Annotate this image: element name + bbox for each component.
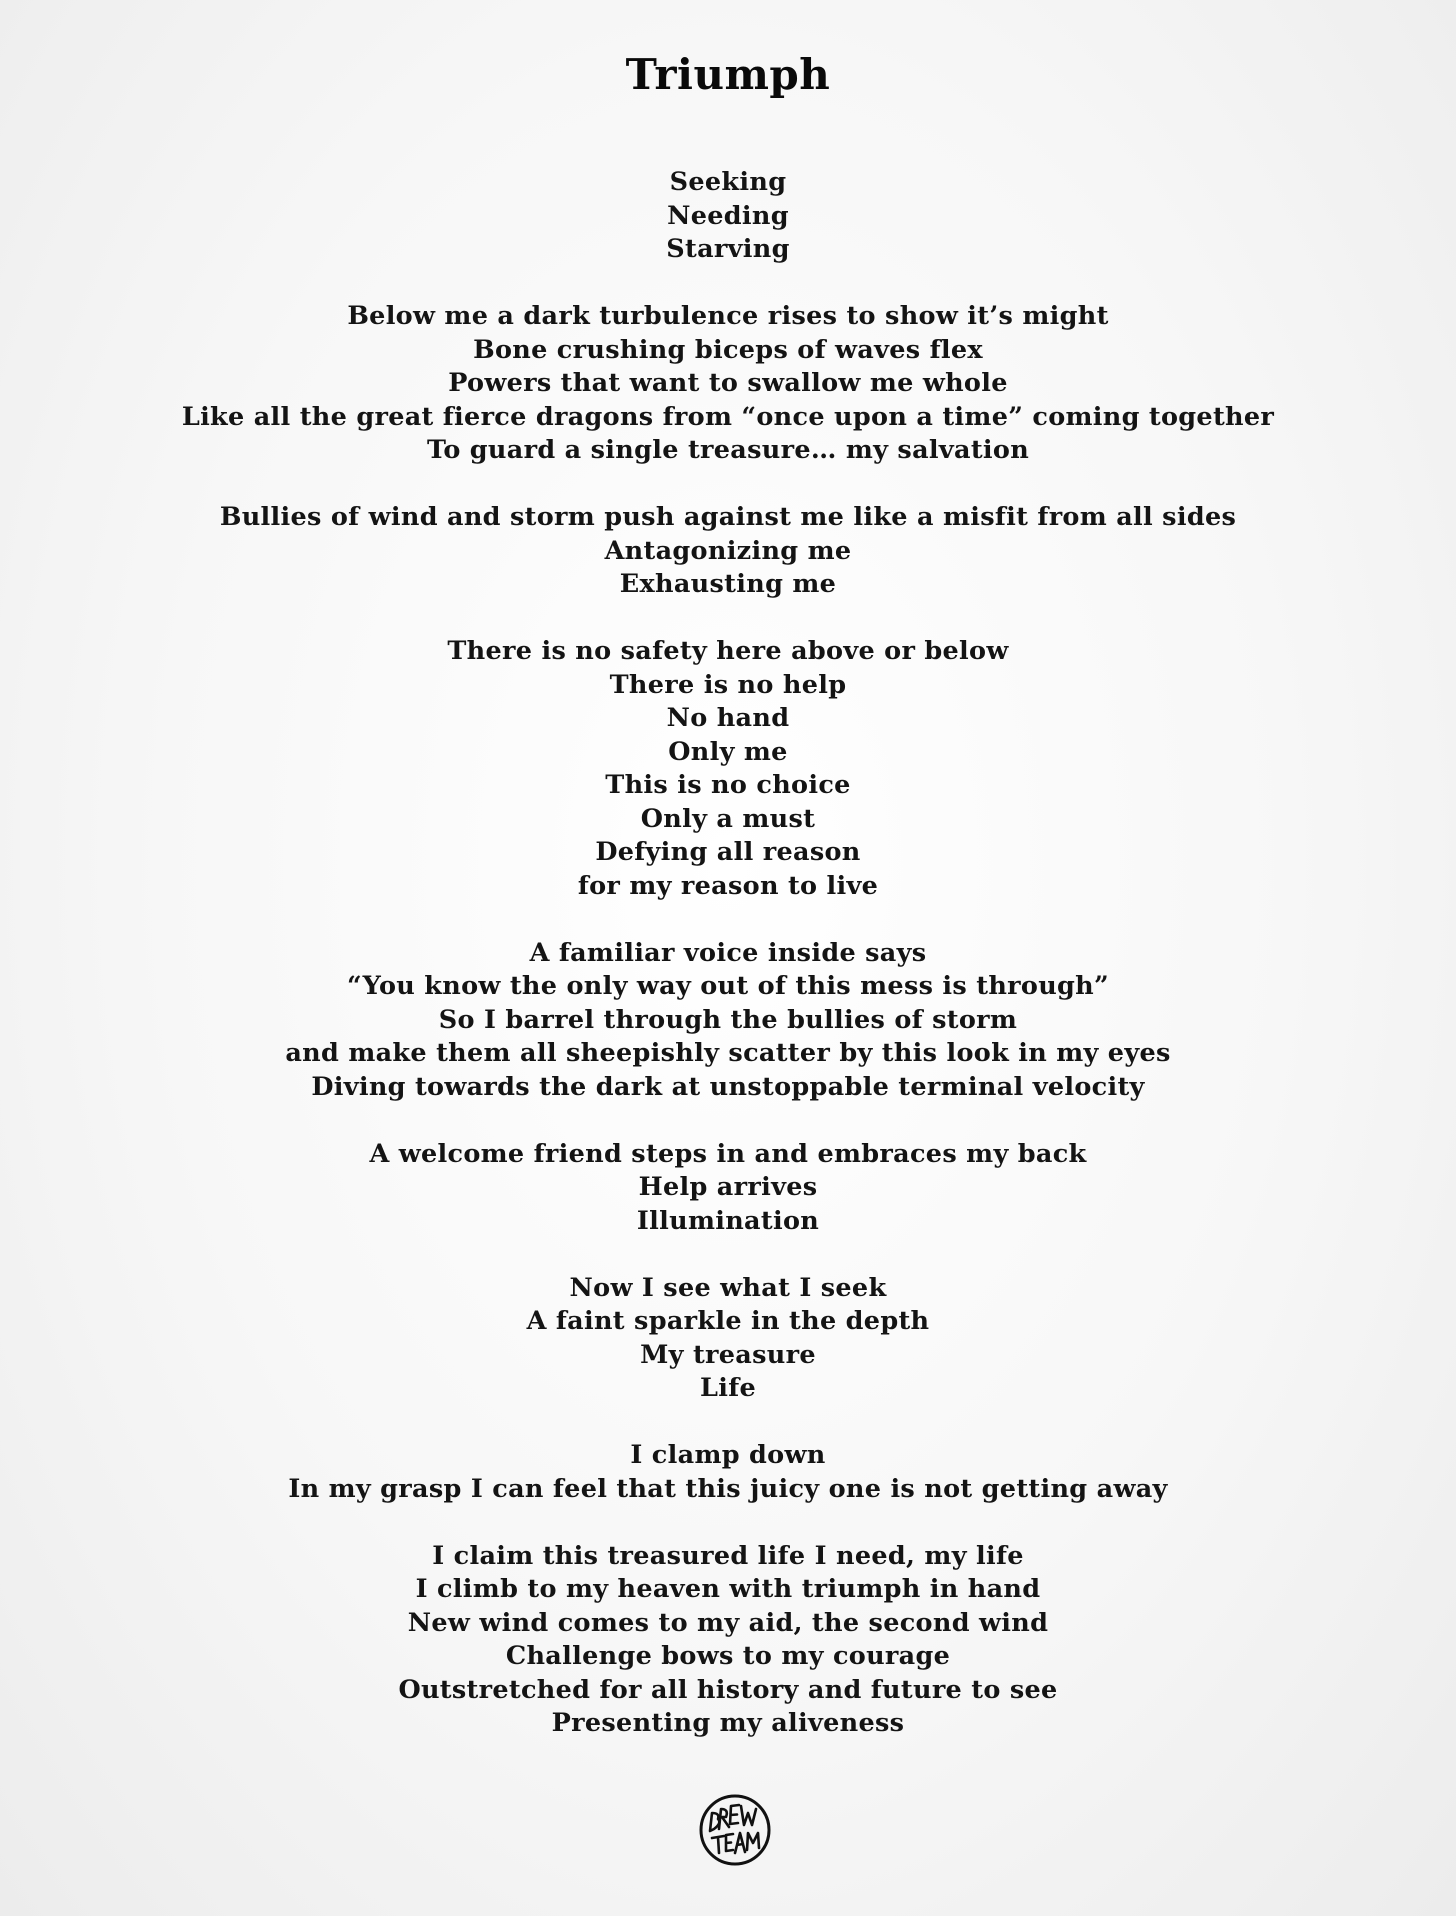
poem-line: Now I see what I seek (569, 1272, 887, 1303)
poem-line: There is no help (609, 669, 847, 700)
poem-line: In my grasp I can feel that this juicy one is not getting away (288, 1473, 1168, 1504)
poem-line: Bone crushing biceps of waves flex (473, 334, 983, 365)
poem-line: A familiar voice inside says (529, 937, 927, 968)
poem-line: Needing (667, 200, 789, 231)
poem-line: and make them all sheepishly scatter by this look in my eyes (285, 1038, 1171, 1068)
poem-line: for my reason to live (577, 870, 879, 901)
poem-line: Only a must (640, 803, 816, 834)
poem-line: Challenge bows to my courage (505, 1641, 951, 1671)
stanza (0, 300, 1456, 468)
poem-title: Triumph (625, 50, 831, 99)
poem-line: New wind comes to my aid, the second wind (407, 1607, 1049, 1638)
poem-line: Only me (668, 736, 788, 767)
poem-body (0, 166, 1456, 1774)
poem-line: Illumination (636, 1205, 820, 1236)
stanza (0, 635, 1456, 903)
poem-line: Defying all reason (595, 837, 861, 867)
poem-line: Diving towards the dark at unstoppable terminal velocity (311, 1071, 1145, 1102)
poem-line: Life (699, 1373, 756, 1403)
poem-line: Starving (666, 234, 790, 264)
stanza (0, 166, 1456, 267)
poem-line: Presenting my aliveness (551, 1708, 905, 1738)
poem-line: This is no choice (605, 770, 851, 800)
poem-line: No hand (666, 703, 790, 733)
stanza (0, 501, 1456, 602)
poem-line: I claim this treasured life I need, my life (432, 1540, 1024, 1571)
poem-line: Bullies of wind and storm push against me like a misfit from all sides (219, 502, 1237, 532)
poem-line: Outstretched for all history and future to see (398, 1674, 1058, 1705)
poem-line: My treasure (640, 1339, 816, 1370)
poem-line: Powers that want to swallow me whole (448, 368, 1008, 398)
poem-line: Exhausting me (619, 569, 837, 599)
poem-line: A welcome friend steps in and embraces my back (369, 1138, 1087, 1169)
poem-line: Below me a dark turbulence rises to show it’s might (347, 301, 1109, 331)
poem-line: Like all the great fierce dragons from “once upon a time” coming together (181, 401, 1275, 432)
poem-line: Seeking (669, 167, 787, 197)
stanza (0, 1138, 1456, 1239)
stanza (0, 1272, 1456, 1406)
poem-line: Antagonizing me (604, 535, 852, 566)
poem-line: To guard a single treasure… my salvation (426, 435, 1030, 465)
poem-line: So I barrel through the bullies of storm (438, 1004, 1018, 1035)
stanza (0, 1540, 1456, 1741)
poem-line: I clamp down (630, 1440, 826, 1470)
poem-line: Help arrives (638, 1172, 818, 1202)
poem-line: “You know the only way out of this mess is through” (346, 971, 1109, 1001)
stanza (0, 1439, 1456, 1506)
stanza (0, 937, 1456, 1105)
poem-line: A faint sparkle in the depth (526, 1306, 930, 1336)
poem-line: There is no safety here above or below (447, 636, 1009, 666)
brew-team-logo-icon (698, 1793, 772, 1867)
poem-line: I climb to my heaven with triumph in hand (415, 1574, 1041, 1604)
